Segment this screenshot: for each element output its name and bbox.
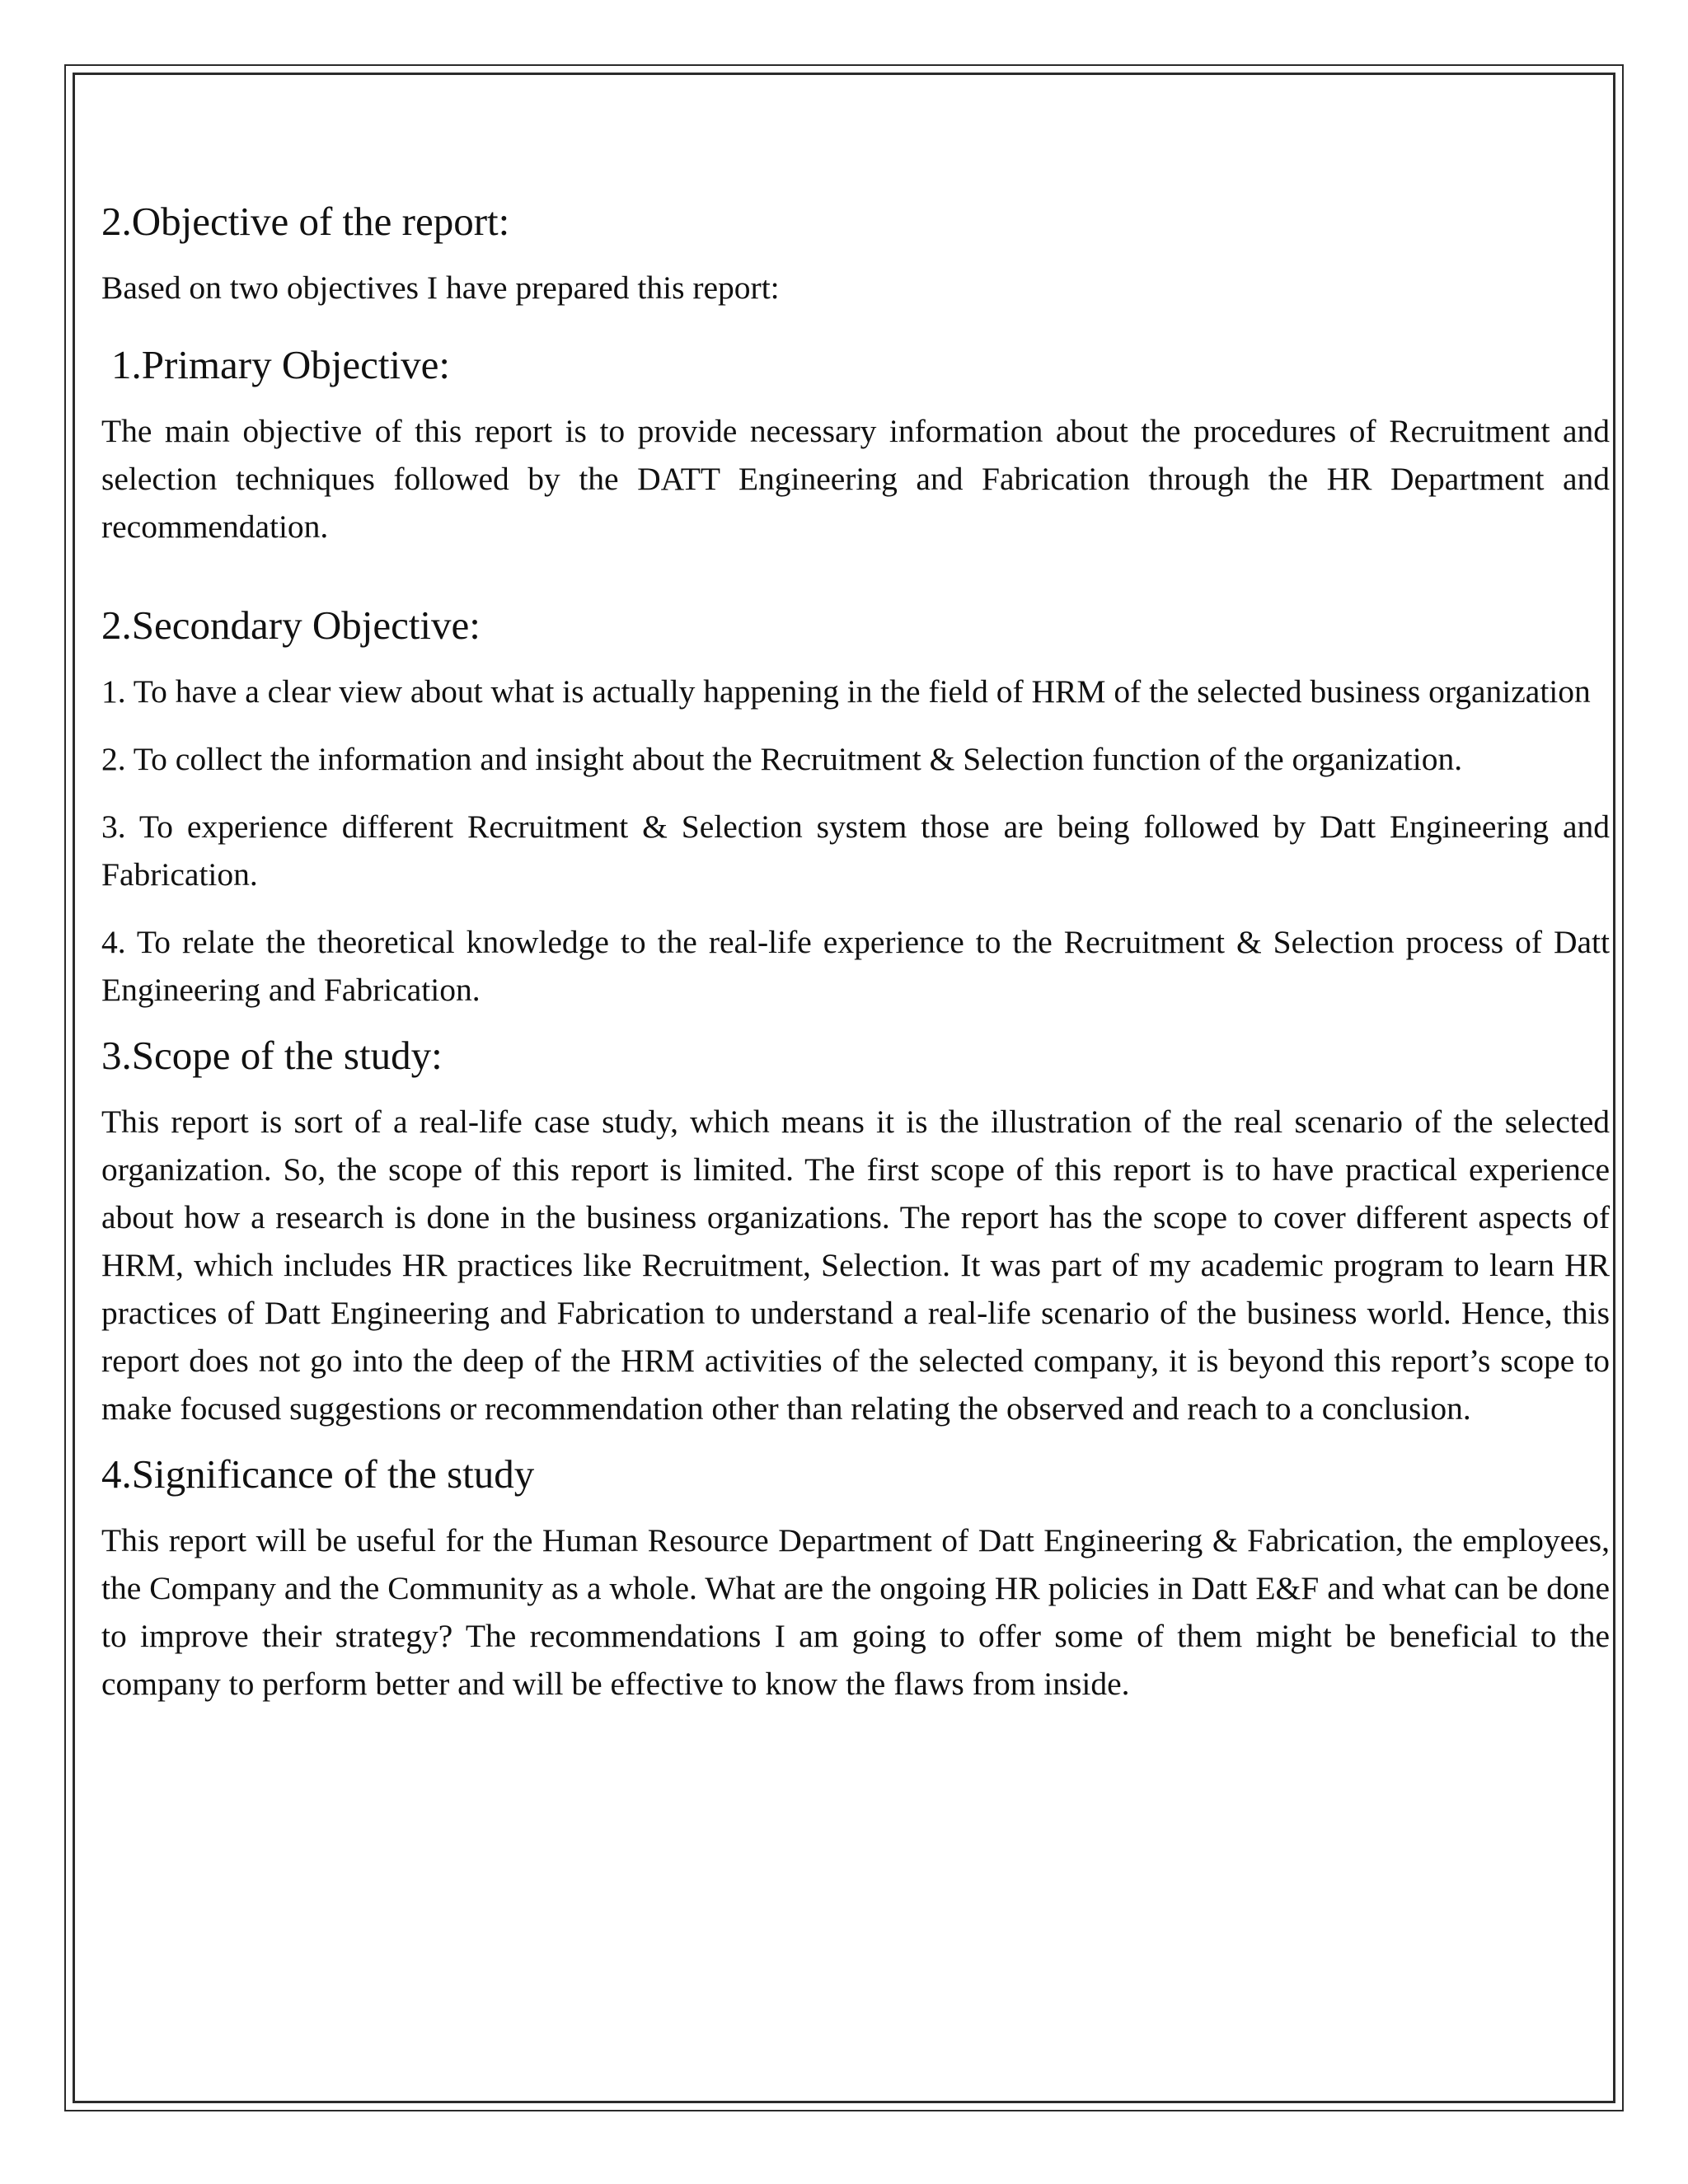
significance-heading: 4.Significance of the study [101,1451,535,1497]
primary-objective-text: The main objective of this report is to provide necessary information about the procedures of Recruitment and selection techniques followed by the DATT Engineering and Fabrication through the HR Department and recommendation. [101,413,1610,545]
primary-objective-heading: 1.Primary Objective: [111,342,450,387]
secondary-objective-heading: 2.Secondary Objective: [101,602,481,648]
secondary-objective-item-1: 1. To have a clear view about what is actually happening in the field of HRM of the selected business organization [101,673,1591,710]
secondary-objective-item-2: 2. To collect the information and insight about the Recruitment & Selection function of the organization. [101,741,1463,777]
secondary-objective-item-3: 3. To experience different Recruitment & Selection system those are being followed by Datt Engineering and Fabrication. [101,808,1610,893]
objective-intro: Based on two objectives I have prepared this report: [101,269,780,306]
secondary-objective-item-4: 4. To relate the theoretical knowledge to the real-life experience to the Recruitment & Selection process of Datt Engineering and Fabrication. [101,924,1610,1008]
scope-heading: 3.Scope of the study: [101,1033,443,1078]
significance-text: This report will be useful for the Human Resource Department of Datt Engineering & Fabrication, the employees, the Company and the Community as a whole. What are the ongoing HR policies in Datt E&F and what can be done to improve their strategy? The recommendations I am going to offer some of them might be beneficial to the company to perform better and will be effective to know the flaws from inside. [101,1522,1610,1702]
objective-heading: 2.Objective of the report: [101,199,510,244]
report-body [101,198,1610,1708]
scope-text: This report is sort of a real-life case study, which means it is the illustration of the real scenario of the selected organization. So, the scope of this report is limited. The first scope of this report is to have practical experience about how a research is done in the business organizations. The report has the scope to cover different aspects of HRM, which includes HR practices like Recruitment, Selection. It was part of my academic program to learn HR practices of Datt Engineering and Fabrication to understand a real-life scenario of the business world. Hence, this report does not go into the deep of the HRM activities of the selected company, it is beyond this report’s scope to make focused suggestions or recommendation other than relating the observed and reach to a conclusion. [101,1104,1610,1427]
